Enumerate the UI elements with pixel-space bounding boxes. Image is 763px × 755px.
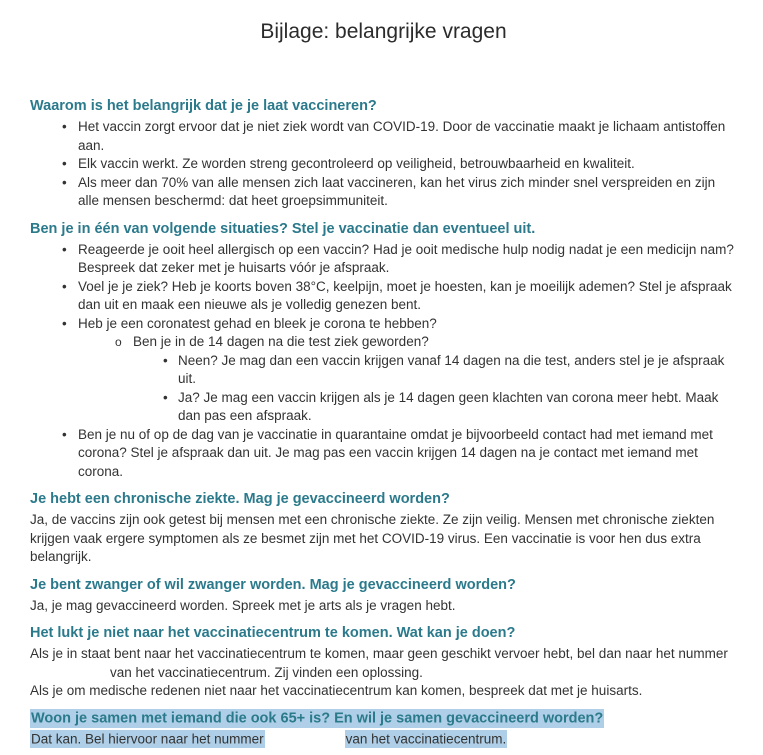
paragraph: Als je om medische redenen niet naar het vaccinatiecentrum kan komen, bespreek dat met je huisarts.: [30, 683, 643, 698]
section-heading-pregnancy: Je bent zwanger of wil zwanger worden. Mag je gevaccineerd worden?: [30, 576, 516, 593]
phone-number-blank: [265, 743, 345, 744]
section-heading-why-vaccinate: Waarom is het belangrijk dat je je laat vaccineren?: [30, 98, 377, 114]
bullet-list: [30, 241, 737, 482]
bullet-icon: •: [62, 278, 67, 294]
paragraph-text: van het vaccinatiecentrum. Zij vinden een oplossing.: [110, 664, 423, 680]
list-item-text: Elk vaccin werkt. Ze worden streng gecontroleerd op veiligheid, betrouwbaarheid en kwaliteit.: [78, 156, 635, 171]
list-item: [30, 174, 737, 211]
bullet-icon: •: [62, 315, 67, 331]
list-item-text: Heb je een coronatest gehad en bleek je corona te hebben?: [78, 315, 437, 331]
list-item-text: Het vaccin zorgt ervoor dat je niet ziek wordt van COVID-19. Door de vaccinatie maakt je lichaam antistoffen aan.: [78, 119, 726, 153]
highlighted-heading-text: Woon je samen met iemand die ook 65+ is? En wil je samen gevaccineerd worden?: [31, 710, 604, 727]
list-item-text: Neen? Je mag dan een vaccin krijgen vanaf 14 dagen na die test, anders stel je je afspraak uit.: [178, 352, 725, 386]
paragraph-with-blank-highlighted: [30, 731, 737, 750]
bullet-icon: •: [62, 119, 67, 134]
list-item: [30, 426, 737, 482]
bullet-list: [30, 118, 737, 211]
highlighted-paragraph-text: van het vaccinatiecentrum.: [345, 731, 507, 747]
list-item-text: Reageerde je ooit heel allergisch op een vaccin? Had je ooit medische hulp nodig nadat je een medicijn nam? Bespreek dat zeker met je huisarts vóór je afspraak.: [78, 241, 734, 275]
section-heading-transport: Het lukt je niet naar het vaccinatiecentrum te komen. Wat kan je doen?: [30, 625, 516, 641]
bullet-icon: •: [163, 352, 168, 368]
paragraph-text: Als je in staat bent naar het vaccinatiecentrum te komen, maar geen geschikt vervoer hebt, bel dan naar het nummer: [30, 646, 728, 661]
bullet-icon: •: [62, 426, 67, 442]
list-item-sub-sub: [30, 389, 737, 426]
paragraph: Ja, de vaccins zijn ook getest bij mensen met een chronische ziekte. Ze zijn veilig. Mensen met chronische ziekten krijgen vaak ergere symptomen als ze besmet zijn met het COVID-19 virus. Een vaccinatie is voor hen dus extra belangrijk.: [30, 512, 715, 564]
list-item-text: Ja? Je mag een vaccin krijgen als je 14 dagen geen klachten van corona meer hebt. Maak dan pas een afspraak.: [178, 389, 719, 423]
bullet-icon: •: [62, 156, 67, 171]
section-heading-together-65plus: [30, 709, 737, 729]
phone-number-blank: [30, 676, 110, 677]
bullet-icon: •: [62, 174, 67, 190]
list-item-text: Ben je nu of op de dag van je vaccinatie in quarantaine omdat je bijvoorbeeld contact had met iemand met corona? Stel je afspraak dan uit. Je mag pas een vaccin krijgen 14 dagen na je contact met iemand met corona.: [78, 426, 713, 479]
document-title: Bijlage: belangrijke vragen: [260, 20, 507, 43]
list-item: [30, 118, 737, 155]
list-item-text: Als meer dan 70% van alle mensen zich laat vaccineren, kan het virus zich minder snel verspreiden en zijn alle mensen beschermd: dat heet groepsimmuniteit.: [78, 174, 716, 208]
list-item-sub-sub: [30, 352, 737, 389]
bullet-icon: •: [163, 389, 168, 405]
bullet-icon: •: [62, 241, 67, 257]
circle-bullet-icon: o: [115, 335, 122, 349]
highlighted-paragraph-text: Dat kan. Bel hiervoor naar het nummer: [31, 731, 264, 747]
paragraph-with-blank: [30, 645, 737, 682]
list-item: [30, 278, 737, 315]
list-item-sub: [30, 333, 737, 352]
list-item-text: Voel je je ziek? Heb je koorts boven 38°C, keelpijn, moet je hoesten, kan je moeilijk ademen? Stel je afspraak dan uit en maak een nieuwe als je volledig genezen bent.: [78, 278, 732, 312]
list-item: [30, 241, 737, 278]
section-heading-chronic-illness: Je hebt een chronische ziekte. Mag je gevaccineerd worden?: [30, 491, 450, 507]
list-item: [30, 155, 737, 174]
list-item-text: Ben je in de 14 dagen na die test ziek geworden?: [133, 334, 429, 349]
list-item: [30, 315, 737, 334]
section-heading-postpone-situations: Ben je in één van volgende situaties? Stel je vaccinatie dan eventueel uit.: [30, 220, 536, 237]
paragraph: Ja, je mag gevaccineerd worden. Spreek met je arts als je vragen hebt.: [30, 597, 456, 613]
